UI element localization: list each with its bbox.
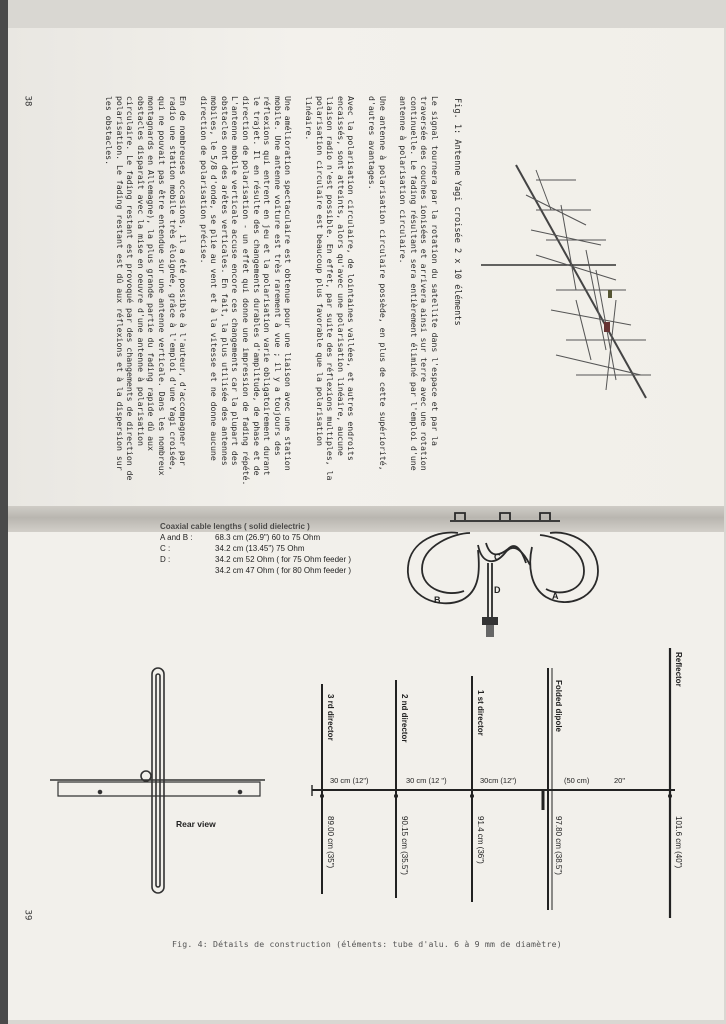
harness-label-c: C <box>494 552 501 562</box>
label-folded-dipole: Folded dipole <box>554 680 563 732</box>
label-reflector: Reflector <box>674 652 683 687</box>
table-row: C : 34.2 cm (13.45") 75 Ohm <box>160 544 305 553</box>
fig4-caption: Fig. 4: Détails de construction (éléments: tube d'alu. 6 à 9 mm de diamètre) <box>172 939 562 949</box>
rear-view-label: Rear view <box>176 819 216 829</box>
harness-label-d: D <box>494 585 501 595</box>
paragraph-5: En de nombreuses occasions, il a été possible à l'auteur, d'accompagner par radio une station mobile très éloignée, grâce à l'emploi d'une Yagi croisée, qui ne pouvait pas être entendue sur une antenne verticale. Dans les nombreux montagnards en Allemagne), la plus grande partie du fading rapide dû aux obstacles disparaît avec la mise en oeuvre d'une antenne à polarisation circulaire. Le fading restant est provoqué par des changements de direction de polarisation. Le fading restant est dû aux réflexions et à la dispersion sur les obstacles. <box>103 96 189 481</box>
label-3rd-director: 3 rd director <box>326 694 335 741</box>
page-number-top: 38 <box>22 95 33 107</box>
length-reflector: 101.6 cm (40") <box>674 816 683 869</box>
coax-table-title: Coaxial cable lengths ( solid dielectric ) <box>160 522 310 531</box>
spacing-3rd-2nd: 30 cm (12") <box>330 776 369 785</box>
length-3rd-director: 89.00 cm (35") <box>326 816 335 869</box>
length-dipole: 97.80 cm (38.5") <box>554 816 563 875</box>
length-2nd-director: 90.15 cm (35.5") <box>400 816 409 875</box>
page-number-bottom: 39 <box>22 909 33 921</box>
coax-lengths-table <box>160 521 351 576</box>
table-row: A and B : 68.3 cm (26.9") 60 to 75 Ohm <box>160 533 321 542</box>
spacing-2nd-1st: 30 cm (12 ") <box>406 776 447 785</box>
matching-harness-diagram <box>400 505 610 640</box>
spacing-dipole-reflector-in: 20" <box>614 776 626 785</box>
harness-label-a: A <box>552 591 559 601</box>
table-row: 34.2 cm 47 Ohm ( for 80 Ohm feeder ) <box>215 566 352 575</box>
label-1st-director: 1 st director <box>476 690 485 736</box>
book-gutter <box>8 506 724 532</box>
element-layout-diagram <box>300 640 720 930</box>
table-row: D : 34.2 cm 52 Ohm ( for 75 Ohm feeder ) <box>160 555 352 564</box>
length-1st-director: 91.4 cm (36") <box>476 816 485 864</box>
fig1-caption: Fig. 1: Antenne Yagi croisée 2 x 10 éléments <box>452 98 462 326</box>
paragraph-4: Une amélioration spectaculaire est obtenue pour une liaison avec une station mobile. Une antenne voiture est très rarement à vue ; il y a toujours des réflexions qui entrent en jeu et la polarisation varie obligatoirement durant le trajet. Il en résulte des changements durables d'amplitude, de phase et de direction de polarisation - un effet qui donne une impression de fading répété. L'antenne mobile verticale accuse encore ces changements car la plupart des obstacles ont des arêtes verticales. En fait, la plus utilisée des antennes mobiles, le 5/8 d'onde, se plie au vent et à la vitesse et ne donne aucune direction de polarisation précise. <box>198 96 294 486</box>
paragraph-3: Avec la polarisation circulaire, de lointaines vallées, et autres endroits encaissés, sont atteints, alors qu'avec une polarisation linéaire, aucune liaison radio n'est possible. En effet, par suite des réflexions multiples, la polarisation circulaire est beaucoup plus favorable que la polarisation linéaire. <box>304 96 357 481</box>
label-2nd-director: 2 nd director <box>400 694 409 743</box>
paragraph-1: Le signal tournera par la rotation du satellite dans l'espace et par la traversée des couches ionisées et arrivera ainsi sur terre avec une rotation continuelle. Le fading résultant sera entièrement éliminé par l'emploi d'une antenne à polarisation circulaire. <box>398 96 440 471</box>
spacing-dipole-reflector: (50 cm) <box>564 776 590 785</box>
harness-label-b: B <box>434 595 441 605</box>
text-block <box>93 96 440 486</box>
scan-edge <box>0 0 8 1024</box>
yagi-antenna-illustration <box>476 150 676 410</box>
spacing-1st-dipole: 30cm (12") <box>480 776 517 785</box>
paragraph-2: Une antenne à polarisation circulaire possède, en plus de cette supériorité, d'autres avantages. <box>367 96 388 471</box>
rear-view-diagram <box>40 660 280 910</box>
